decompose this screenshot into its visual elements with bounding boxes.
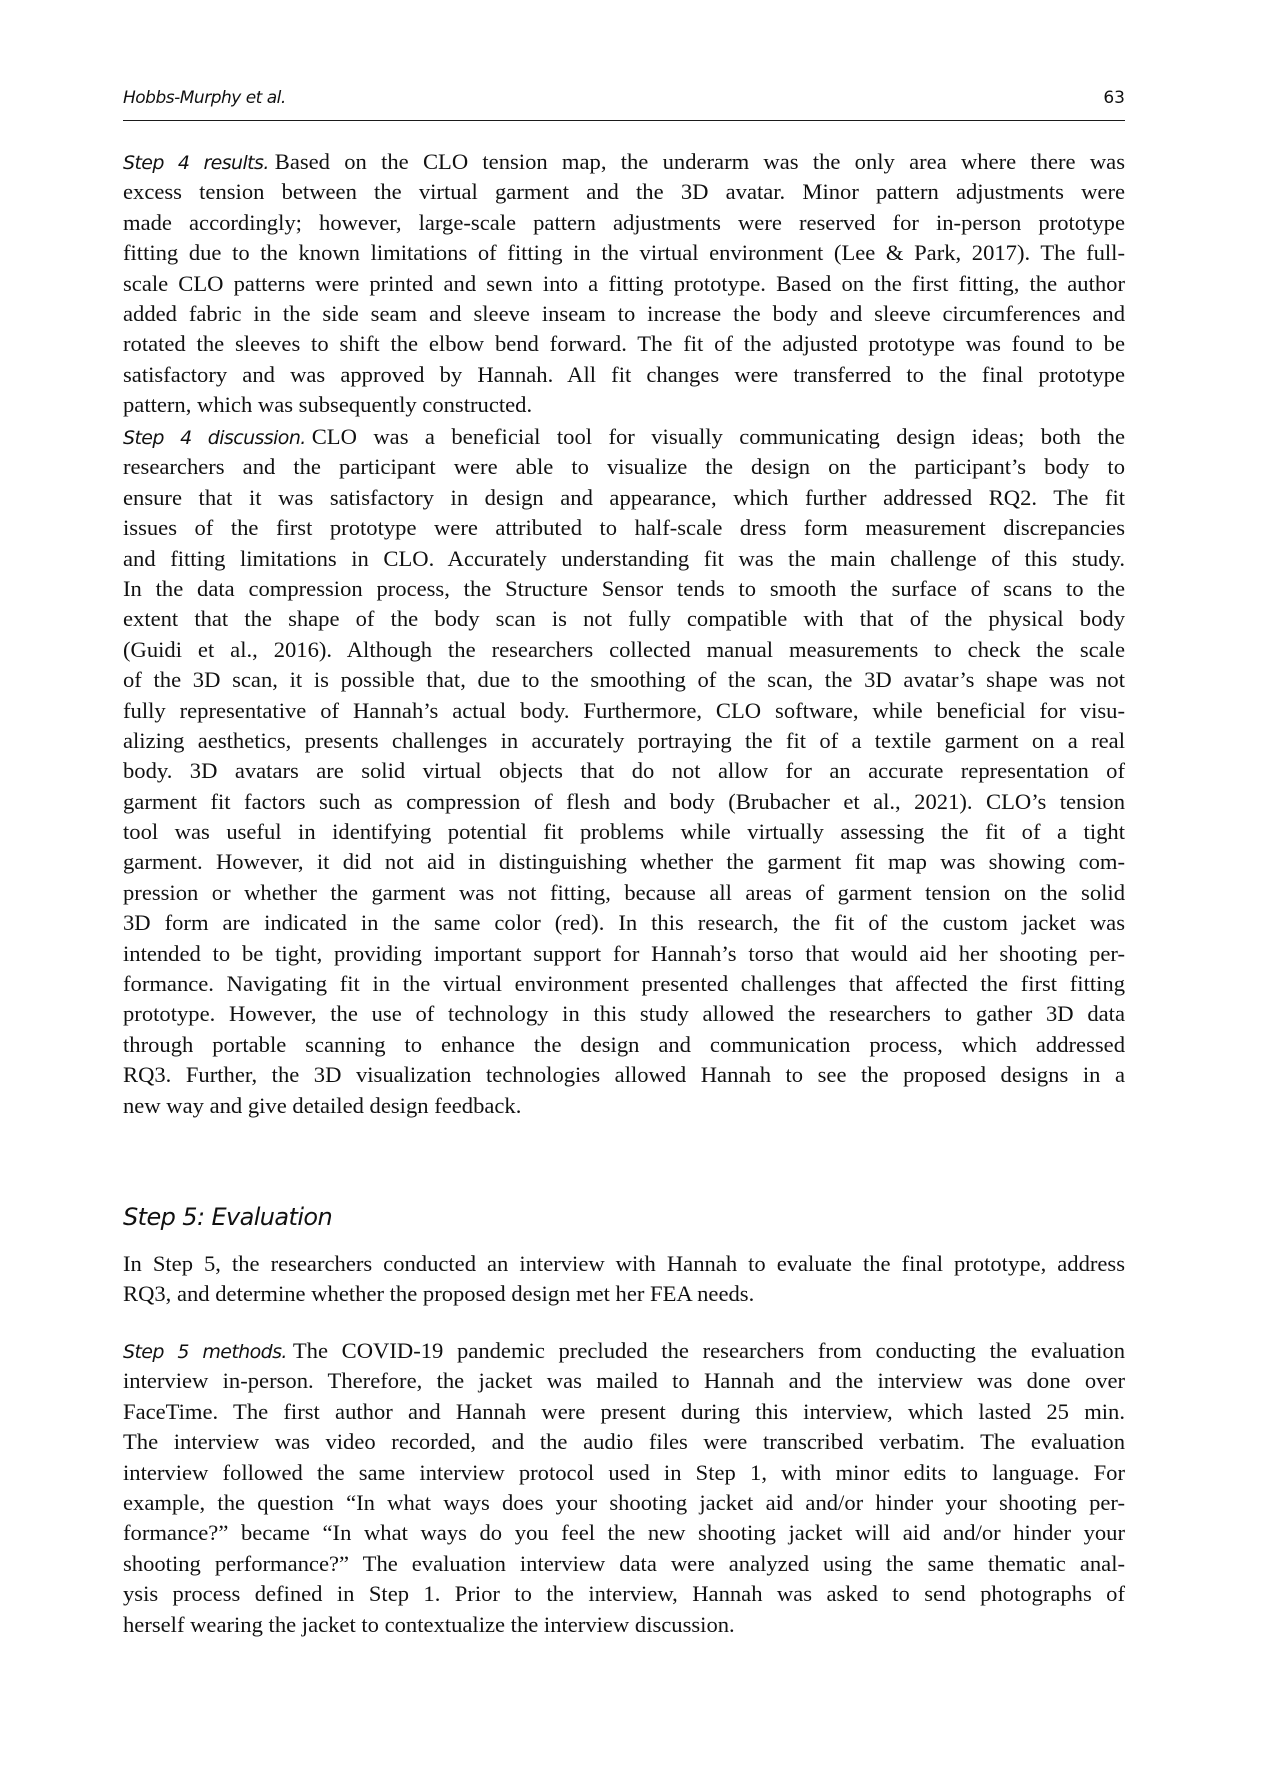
paragraph-line: intended to be tight, providing important support for Hannah’s torso that would aid her shooting per- — [123, 940, 1125, 966]
paragraph-line: RQ3. Further, the 3D visualization technologies allowed Hannah to see the proposed designs in a — [123, 1062, 1125, 1088]
paragraph-line: excess tension between the virtual garment and the 3D avatar. Minor pattern adjustments were — [123, 179, 1125, 205]
paragraph-line: researchers and the participant were able to visualize the design on the participant’s body to — [123, 454, 1125, 480]
paragraph-line: made accordingly; however, large-scale pattern adjustments were reserved for in-person prototype — [123, 209, 1125, 235]
paragraph-line: In Step 5, the researchers conducted an interview with Hannah to evaluate the final prototype, address — [123, 1251, 1125, 1276]
step4-results-runin-heading: Step 4 results. — [123, 152, 269, 174]
step5-intro-paragraph — [123, 1249, 1125, 1310]
paragraph-line: ensure that it was satisfactory in design and appearance, which further addressed RQ2. The fit — [123, 484, 1125, 510]
paragraph-line: shooting performance?” The evaluation interview data were analyzed using the same thematic anal- — [123, 1550, 1125, 1576]
paragraph-line: ysis process defined in Step 1. Prior to the interview, Hannah was asked to send photographs of — [123, 1581, 1125, 1607]
step4-results-paragraph — [123, 147, 1125, 421]
paragraph-line: prototype. However, the use of technology in this study allowed the researchers to gather 3D data — [123, 1001, 1125, 1027]
paragraph-line: example, the question “In what ways does your shooting jacket aid and/or hinder your shooting per- — [123, 1489, 1125, 1515]
paragraph-line: rotated the sleeves to shift the elbow bend forward. The fit of the adjusted prototype was found to be — [123, 331, 1125, 357]
paragraph-line: fitting due to the known limitations of fitting in the virtual environment (Lee & Park, 2017). The full- — [123, 240, 1125, 266]
step5-methods-paragraph — [123, 1336, 1125, 1640]
paragraph-line: formance. Navigating fit in the virtual environment presented challenges that affected the first fitting — [123, 971, 1125, 997]
paragraph-line: and fitting limitations in CLO. Accurately understanding fit was the main challenge of this study. — [123, 545, 1125, 571]
paragraph-line: In the data compression process, the Structure Sensor tends to smooth the surface of scans to the — [123, 575, 1125, 601]
paragraph-line: through portable scanning to enhance the design and communication process, which addressed — [123, 1031, 1125, 1057]
paragraph-line: garment. However, it did not aid in distinguishing whether the garment fit map was showing com- — [123, 849, 1125, 875]
paragraph-line: new way and give detailed design feedback. — [123, 1092, 522, 1118]
paragraph-line: (Guidi et al., 2016). Although the researchers collected manual measurements to check the scale — [123, 636, 1125, 662]
paragraph-line: RQ3, and determine whether the proposed design met her FEA needs. — [123, 1281, 755, 1307]
paragraph-line: 3D form are indicated in the same color (red). In this research, the fit of the custom jacket was — [123, 910, 1125, 936]
paragraph-line: herself wearing the jacket to contextualize the interview discussion. — [123, 1611, 735, 1637]
step4-discussion-runin-heading: Step 4 discussion. — [123, 427, 306, 449]
section-heading-step5: Step 5: Evaluation — [123, 1203, 333, 1231]
paragraph-line: garment fit factors such as compression of flesh and body (Brubacher et al., 2021). CLO’s tension — [123, 788, 1125, 814]
paragraph-line: The COVID-19 pandemic precluded the researchers from conducting the evaluation — [292, 1338, 1125, 1363]
paragraph-line: The interview was video recorded, and the audio files were transcribed verbatim. The evaluation — [123, 1429, 1125, 1455]
page-number: 63 — [1103, 88, 1125, 108]
paragraph-line: FaceTime. The first author and Hannah were present during this interview, which lasted 25 min. — [123, 1398, 1125, 1424]
paragraph-line: body. 3D avatars are solid virtual objects that do not allow for an accurate representation of — [123, 758, 1125, 784]
paragraph-line: added fabric in the side seam and sleeve inseam to increase the body and sleeve circumferences and — [123, 300, 1125, 326]
step5-methods-runin-heading: Step 5 methods. — [123, 1341, 287, 1363]
paragraph-line: satisfactory and was approved by Hannah. All fit changes were transferred to the final prototype — [123, 361, 1125, 387]
paragraph-line: alizing aesthetics, presents challenges in accurately portraying the fit of a textile garment on a real — [123, 727, 1125, 753]
paragraph-line: formance?” became “In what ways do you feel the new shooting jacket will aid and/or hinder your — [123, 1520, 1125, 1546]
paragraph-line: pression or whether the garment was not fitting, because all areas of garment tension on the solid — [123, 879, 1125, 905]
paragraph-line: interview followed the same interview protocol used in Step 1, with minor edits to language. For — [123, 1459, 1125, 1485]
paragraph-line: fully representative of Hannah’s actual body. Furthermore, CLO software, while beneficial for visu- — [123, 697, 1125, 723]
paragraph-line: Based on the CLO tension map, the underarm was the only area where there was — [274, 149, 1125, 174]
paragraph-line: scale CLO patterns were printed and sewn into a fitting prototype. Based on the first fitting, the author — [123, 270, 1125, 296]
running-head-author: Hobbs-Murphy et al. — [123, 88, 286, 108]
paragraph-line: CLO was a beneficial tool for visually communicating design ideas; both the — [311, 424, 1125, 449]
paragraph-line: of the 3D scan, it is possible that, due to the smoothing of the scan, the 3D avatar’s shape was not — [123, 667, 1125, 693]
paragraph-line: tool was useful in identifying potential fit problems while virtually assessing the fit of a tight — [123, 819, 1125, 845]
paragraph-line: interview in-person. Therefore, the jacket was mailed to Hannah and the interview was done over — [123, 1368, 1125, 1394]
paragraph-line: issues of the first prototype were attributed to half-scale dress form measurement discrepancies — [123, 515, 1125, 541]
paragraph-line: pattern, which was subsequently constructed. — [123, 392, 533, 418]
step4-discussion-paragraph — [123, 422, 1125, 1121]
paragraph-line: extent that the shape of the body scan is not fully compatible with that of the physical body — [123, 606, 1125, 632]
running-head — [123, 88, 1125, 121]
